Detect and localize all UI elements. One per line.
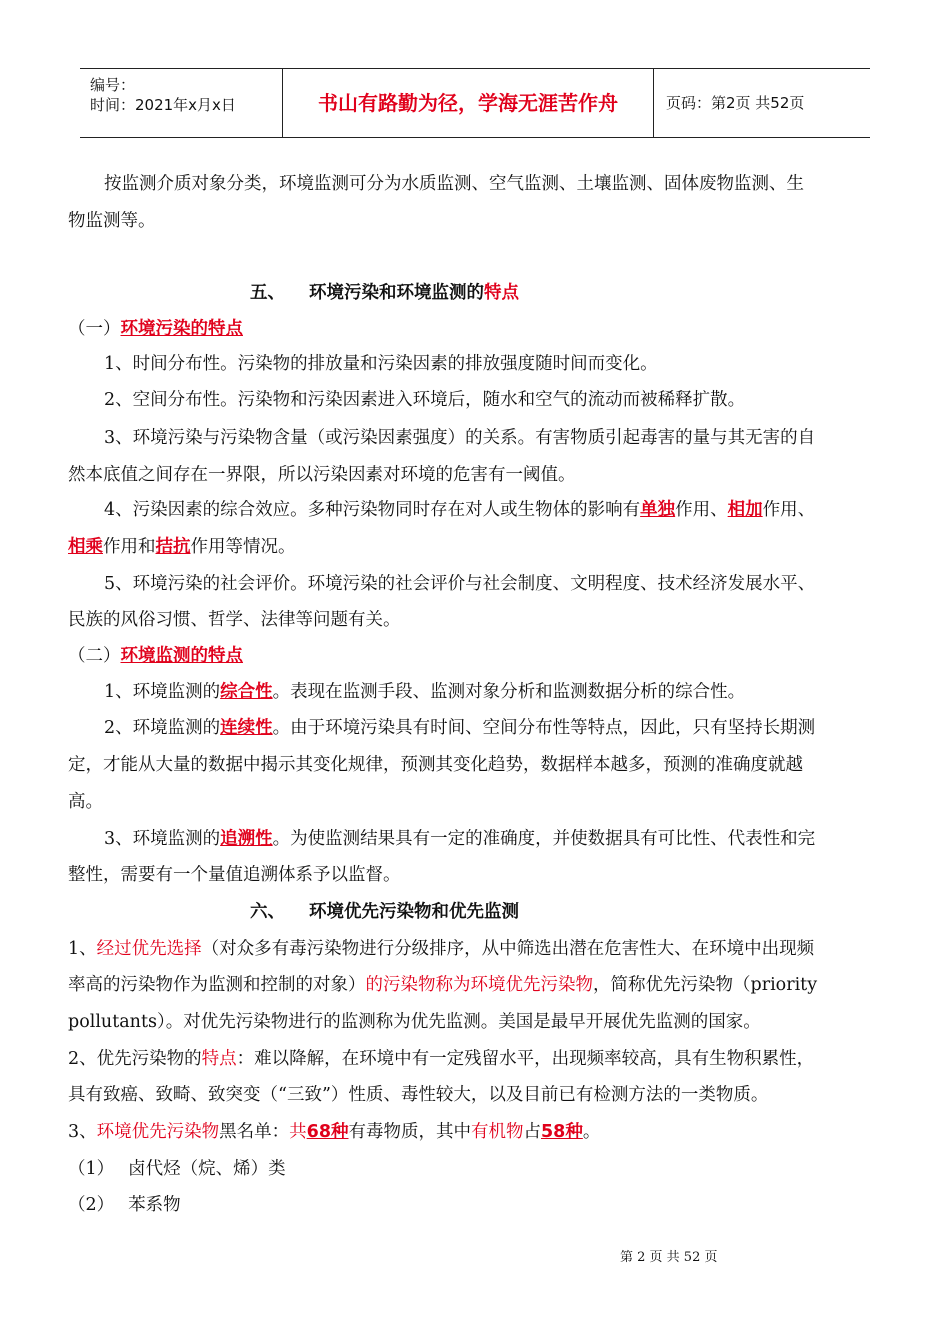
pollution-item-4-text-d: 作用和 [103, 537, 156, 557]
list-item-2-num: （2） [68, 1195, 115, 1215]
section-6-number: 六、 [250, 902, 285, 922]
monitoring-item-2-text-a: 2、环境监测的 [104, 718, 221, 738]
monitoring-item-2-line-3: 高。 [68, 792, 103, 812]
page-footer: 第 2 页 共 52 页 [620, 1250, 718, 1265]
subsection-2-title: 环境监测的特点 [120, 646, 243, 666]
priority-para-3-text-b: 黑名单： [219, 1122, 290, 1142]
pollution-item-1: 1、时间分布性。污染物的排放量和污染因素的排放强度随时间而变化。 [104, 354, 658, 374]
section-5-title: 环境污染和环境监测的 [309, 283, 484, 303]
header-left-cell [80, 69, 282, 137]
monitoring-item-1-text-b: 。表现在监测手段、监测对象分析和监测数据分析的综合性。 [272, 682, 746, 702]
priority-para-1-line-3: pollutants）。对优先污染物进行的监测称为优先监测。美国是最早开展优先监测的国家。 [68, 1012, 761, 1032]
keyword-continuity: 连续性 [220, 718, 273, 738]
priority-para-1-line-1 [68, 935, 888, 960]
keyword-synergistic: 相乘 [68, 537, 103, 557]
monitoring-item-3-line-2: 整性，需要有一个量值追溯体系予以监督。 [68, 865, 401, 885]
monitoring-item-2-text-b: 。由于环境污染具有时间、空间分布性等特点，因此，只有坚持长期测 [272, 718, 816, 738]
priority-para-1-text: （对众多有毒污染物进行分级排序，从中筛选出潜在危害性大、在环境中出现频 [201, 939, 815, 959]
pollution-item-4-line-2 [68, 533, 888, 558]
priority-para-3-num: 3、 [68, 1122, 97, 1142]
header-table [80, 68, 870, 138]
intro-line-2: 物监测等。 [68, 211, 156, 231]
list-item-2 [68, 1191, 888, 1216]
subsection-1-heading [68, 315, 888, 340]
keyword-antagonistic: 拮抗 [155, 537, 191, 557]
priority-para-1-num: 1、 [68, 939, 97, 959]
list-item-2-text: 苯系物 [128, 1195, 181, 1215]
organic-phrase: 有机物 [471, 1122, 524, 1142]
count-58: 58种 [541, 1122, 583, 1142]
pollution-item-4-text-c: 作用、 [762, 500, 816, 520]
keyword-additive: 相加 [727, 500, 763, 520]
count-68: 68种 [306, 1122, 349, 1142]
priority-selected-phrase: 经过优先选择 [96, 939, 202, 959]
list-item-1-text: 卤代烃（烷、烯）类 [128, 1159, 286, 1179]
section-5-title-highlight: 特点 [484, 283, 519, 303]
header-motto: 书山有路勤为径，学海无涯苦作舟 [282, 69, 654, 137]
priority-para-2-text-a: 2、优先污染物的 [68, 1049, 202, 1069]
keyword-traceability: 追溯性 [220, 829, 273, 849]
pollution-item-3-line-1: 3、环境污染与污染物含量（或污染因素强度）的关系。有害物质引起毒害的量与其无害的自 [104, 428, 816, 448]
pollution-item-4-text-a: 4、污染因素的综合效应。多种污染物同时存在对人或生物体的影响有 [104, 500, 641, 520]
pollution-item-3-line-2: 然本底值之间存在一界限，所以污染因素对环境的危害有一阈值。 [68, 465, 576, 485]
keyword-comprehensive: 综合性 [220, 682, 273, 702]
subsection-2-heading [68, 642, 888, 667]
header-page-code: 页码：第2页 共52页 [666, 94, 805, 112]
priority-para-3-text-e: 。 [582, 1122, 601, 1142]
priority-para-2-line-1 [68, 1045, 888, 1070]
priority-para-3 [68, 1118, 888, 1143]
section-5-number: 五、 [250, 283, 285, 303]
priority-para-2-line-2: 具有致癌、致畸、致突变（“三致”）性质、毒性较大，以及目前已有检测方法的一类物质。 [68, 1085, 769, 1105]
priority-features-phrase: 特点 [201, 1049, 237, 1069]
time-label: 时间：2021年x月x日 [90, 96, 236, 114]
priority-para-1-line-2 [68, 971, 888, 996]
priority-para-3-text-c: 有毒物质，其中 [348, 1122, 471, 1142]
priority-para-2-text-b: ：难以降解，在环境中有一定残留水平，出现频率较高，具有生物积累性， [236, 1049, 815, 1069]
list-item-1 [68, 1155, 888, 1180]
pollution-item-4-text-b: 作用、 [675, 500, 728, 520]
monitoring-item-3-text-a: 3、环境监测的 [104, 829, 221, 849]
subsection-1-title: 环境污染的特点 [120, 319, 243, 339]
keyword-independent: 单独 [640, 500, 676, 520]
priority-definition-phrase: 的污染物称为环境优先污染物 [365, 975, 593, 995]
section-6-title: 环境优先污染物和优先监测 [309, 902, 519, 922]
monitoring-item-1-text-a: 1、环境监测的 [104, 682, 221, 702]
priority-total-prefix: 共 [289, 1122, 307, 1142]
pollution-item-4-line-1 [68, 496, 924, 521]
priority-para-1-text-2a: 率高的污染物作为监测和控制的对象） [68, 975, 366, 995]
subsection-1-prefix: （一） [68, 319, 121, 339]
section-5-heading [250, 279, 519, 304]
monitoring-item-3-line-1 [68, 825, 924, 850]
priority-para-3-text-d: 占 [523, 1122, 541, 1142]
pollution-item-4-text-e: 作用等情况。 [190, 537, 296, 557]
monitoring-item-3-text-b: 。为使监测结果具有一定的准确度，并使数据具有可比性、代表性和完 [272, 829, 816, 849]
pollution-item-5-line-2: 民族的风俗习惯、哲学、法律等问题有关。 [68, 610, 401, 630]
monitoring-item-2-line-1 [68, 714, 924, 739]
priority-para-1-text-2b: ，简称优先污染物（priority [593, 975, 818, 995]
subsection-2-prefix: （二） [68, 646, 121, 666]
monitoring-item-2-line-2: 定，才能从大量的数据中揭示其变化规律，预测其变化趋势，数据样本越多，预测的准确度就越 [68, 755, 803, 775]
intro-line-1: 按监测介质对象分类，环境监测可分为水质监测、空气监测、土壤监测、固体废物监测、生 [104, 174, 804, 194]
list-item-1-num: （1） [68, 1159, 115, 1179]
priority-blacklist-phrase: 环境优先污染物 [96, 1122, 220, 1142]
pollution-item-5-line-1: 5、环境污染的社会评价。环境污染的社会评价与社会制度、文明程度、技术经济发展水平、 [104, 574, 816, 594]
monitoring-item-1 [68, 678, 924, 703]
number-label: 编号： [90, 76, 136, 94]
section-6-heading [250, 898, 519, 923]
pollution-item-2: 2、空间分布性。污染物和污染因素进入环境后，随水和空气的流动而被稀释扩散。 [104, 390, 746, 410]
